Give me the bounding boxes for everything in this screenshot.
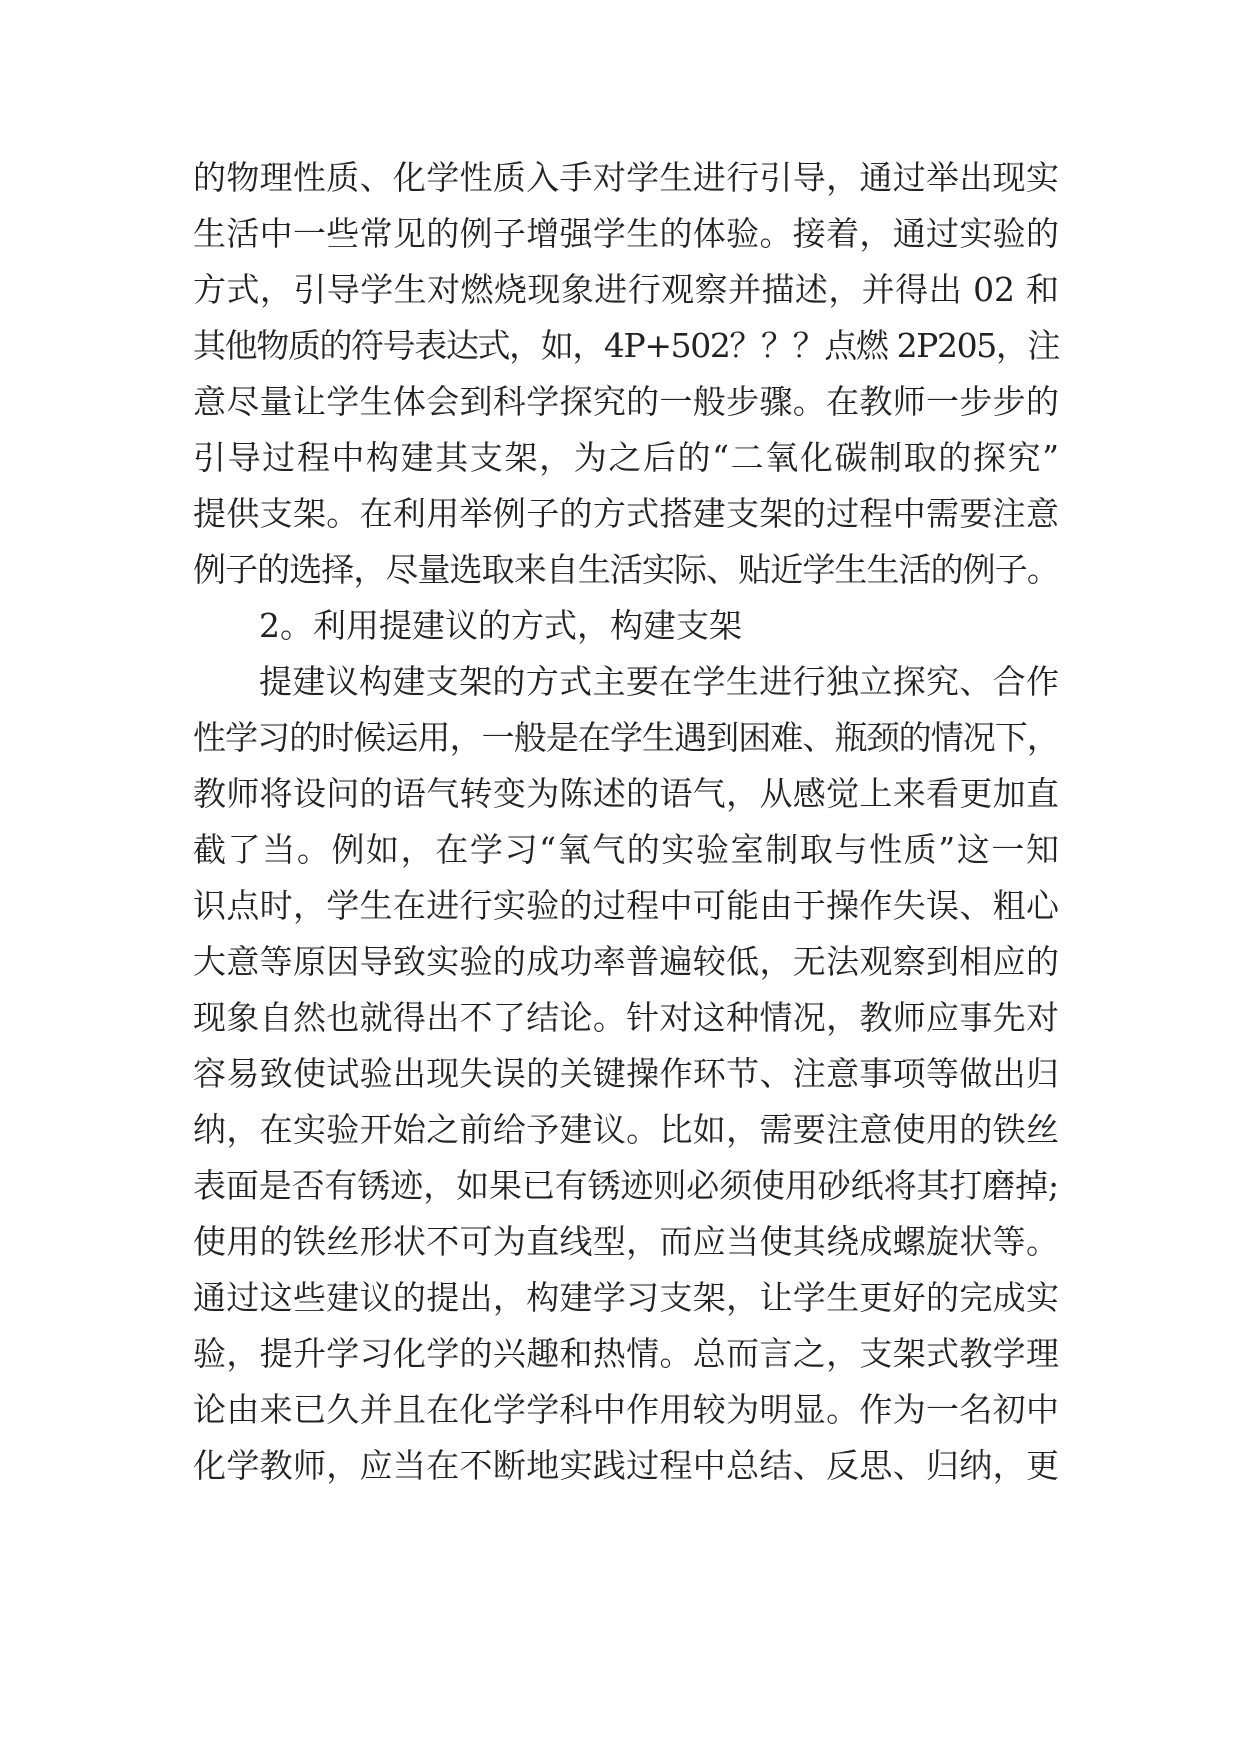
text-line: 意尽量让学生体会到科学探究的一般步骤。在教师一步步的 [193,382,1059,421]
text-line: 大意等原因导致实验的成功率普遍较低，无法观察到相应的 [193,942,1059,981]
text-line: 截了当。例如，在学习“氧气的实验室制取与性质”这一知 [193,830,1059,869]
text-line: 的物理性质、化学性质入手对学生进行引导，通过举出现实 [193,158,1059,197]
text-line: 使用的铁丝形状不可为直线型，而应当使其绕成螺旋状等。 [193,1222,1059,1261]
text-line: 例子的选择，尽量选取来自生活实际、贴近学生生活的例子。 [193,550,1059,589]
text-line: 引导过程中构建其支架，为之后的“二氧化碳制取的探究” [193,438,1059,477]
text-line: 论由来已久并且在化学学科中作用较为明显。作为一名初中 [193,1390,1059,1429]
text-line: 纳，在实验开始之前给予建议。比如，需要注意使用的铁丝 [193,1110,1059,1149]
section-heading: 2。利用提建议的方式，构建支架 [259,606,742,645]
text-line: 容易致使试验出现失误的关键操作环节、注意事项等做出归 [193,1054,1059,1093]
text-line: 其他物质的符号表达式，如，4P+502？？？点燃 2P205，注 [193,326,1060,365]
text-line: 教师将设问的语气转变为陈述的语气，从感觉上来看更加直 [193,774,1059,813]
text-line: 生活中一些常见的例子增强学生的体验。接着，通过实验的 [193,214,1059,253]
text-line: 表面是否有锈迹，如果已有锈迹则必须使用砂纸将其打磨掉; [193,1166,1059,1205]
text-line: 方式，引导学生对燃烧现象进行观察并描述，并得出 02 和 [193,270,1059,309]
text-line: 提供支架。在利用举例子的方式搭建支架的过程中需要注意 [193,494,1059,533]
text-line: 化学教师，应当在不断地实践过程中总结、反思、归纳，更 [193,1446,1059,1485]
text-line: 性学习的时候运用，一般是在学生遇到困难、瓶颈的情况下， [193,718,1059,757]
body-text [193,150,1059,1494]
text-line: 现象自然也就得出不了结论。针对这种情况，教师应事先对 [193,998,1059,1037]
text-line: 通过这些建议的提出，构建学习支架，让学生更好的完成实 [193,1278,1059,1317]
text-line: 提建议构建支架的方式主要在学生进行独立探究、合作 [259,662,1059,701]
text-line: 识点时，学生在进行实验的过程中可能由于操作失误、粗心 [193,886,1059,925]
text-line: 验，提升学习化学的兴趣和热情。总而言之，支架式教学理 [193,1334,1059,1373]
